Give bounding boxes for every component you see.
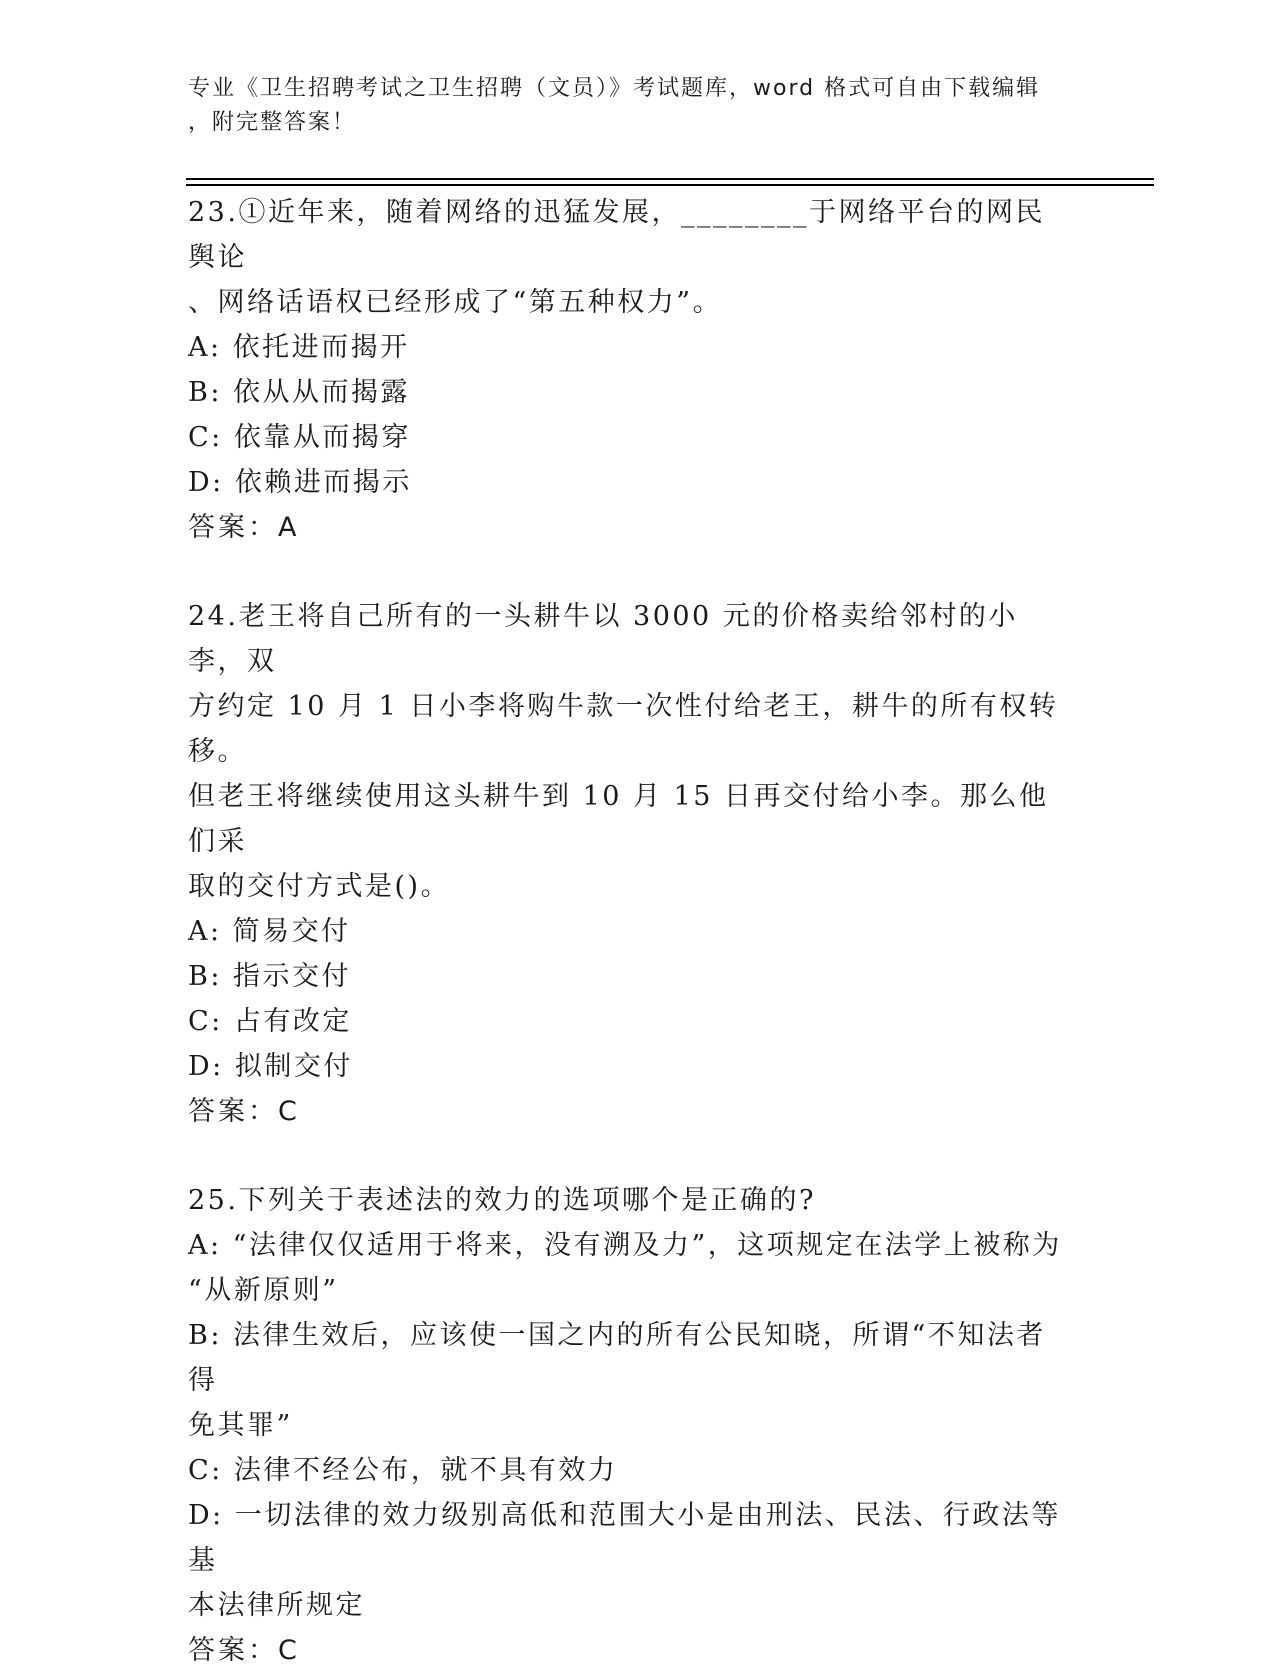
option-b: B: 指示交付 <box>188 961 352 992</box>
question-stem-line: 25.下列关于表述法的效力的选项哪个是正确的? <box>188 1185 816 1216</box>
answer-line <box>188 1089 1068 1134</box>
question-stem-line: 方约定 10 月 1 日小李将购牛款一次性付给老王，耕牛的所有权转移。 <box>188 691 1059 767</box>
option-d: D: 一切法律的效力级别高低和范围大小是由刑法、民法、行政法等基 <box>188 1500 1061 1576</box>
answer-line <box>188 505 1068 550</box>
option-d: D: 依赖进而揭示 <box>188 467 412 498</box>
header-divider-bottom <box>186 184 1154 186</box>
header-line-1: 专业《卫生招聘考试之卫生招聘（文员）》考试题库，word 格式可自由下载编辑 <box>188 76 1041 101</box>
option-a: A: “法律仅仅适用于将来，没有溯及力”，这项规定在法学上被称为 <box>188 1230 1062 1261</box>
option-d-continued: 本法律所规定 <box>188 1590 365 1621</box>
option-c: C: 依靠从而揭穿 <box>188 422 411 453</box>
header-divider-top <box>186 178 1154 180</box>
question-stem-line: 23.①近年来，随着网络的迅猛发展，________于网络平台的网民舆论 <box>188 197 1045 273</box>
answer-value: C <box>278 1096 300 1127</box>
question-stem-line: 但老王将继续使用这头耕牛到 10 月 15 日再交付给小李。那么他们采 <box>188 781 1049 857</box>
question-stem-line: 取的交付方式是()。 <box>188 871 451 902</box>
option-c: C: 占有改定 <box>188 1006 352 1037</box>
question-list <box>188 190 1068 1673</box>
option-c: C: 法律不经公布，就不具有效力 <box>188 1455 618 1486</box>
document-header <box>188 72 1088 140</box>
question-stem-line: 24.老王将自己所有的一头耕牛以 3000 元的价格卖给邻村的小李，双 <box>188 601 1018 677</box>
option-b: B: 依从从而揭露 <box>188 377 411 408</box>
question-23 <box>188 190 1068 550</box>
answer-label: 答案： <box>188 1096 278 1127</box>
option-b-continued: 免其罪” <box>188 1410 293 1441</box>
answer-line <box>188 1628 1068 1673</box>
option-a: A: 依托进而揭开 <box>188 332 410 363</box>
option-d: D: 拟制交付 <box>188 1051 353 1082</box>
answer-label: 答案： <box>188 512 278 543</box>
answer-label: 答案： <box>188 1635 278 1666</box>
option-a-continued: “从新原则” <box>188 1275 339 1306</box>
question-25 <box>188 1178 1068 1673</box>
question-stem-line: 、网络话语权已经形成了“第五种权力”。 <box>188 287 723 318</box>
option-b: B: 法律生效后，应该使一国之内的所有公民知晓，所谓“不知法者得 <box>188 1320 1046 1396</box>
answer-value: A <box>278 512 299 543</box>
option-a: A: 简易交付 <box>188 916 351 947</box>
header-line-2: ，附完整答案！ <box>188 110 357 135</box>
question-24 <box>188 594 1068 1134</box>
answer-value: C <box>278 1635 300 1666</box>
